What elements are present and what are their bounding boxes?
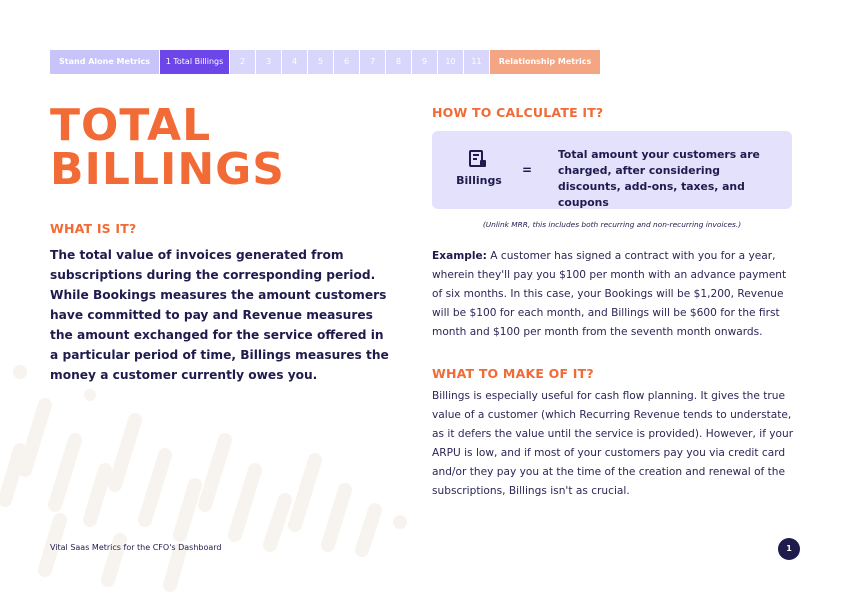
what-to-make-of-it-heading: WHAT TO MAKE OF IT? xyxy=(432,366,594,381)
page-title-line-2: BILLINGS xyxy=(50,144,285,195)
tab-stand-alone-metrics[interactable]: Stand Alone Metrics xyxy=(50,50,160,74)
page-number-badge: 1 xyxy=(778,538,800,560)
footer-text: Vital Saas Metrics for the CFO's Dashboard xyxy=(50,543,222,552)
formula-equals: = xyxy=(522,163,533,177)
how-to-calculate-heading: HOW TO CALCULATE IT? xyxy=(432,105,604,120)
tab-total-billings[interactable]: 1 Total Billings xyxy=(160,50,230,74)
tab-relationship-metrics[interactable]: Relationship Metrics xyxy=(490,50,600,74)
example-paragraph xyxy=(432,247,794,342)
tab-page-10[interactable]: 10 xyxy=(438,50,464,74)
tab-page-4[interactable]: 4 xyxy=(282,50,308,74)
tab-page-2[interactable]: 2 xyxy=(230,50,256,74)
tab-page-6[interactable]: 6 xyxy=(334,50,360,74)
tab-page-11[interactable]: 11 xyxy=(464,50,490,74)
metrics-nav xyxy=(50,50,600,74)
invoice-icon xyxy=(469,150,487,168)
example-label: Example: xyxy=(432,250,487,262)
formula-note: (Unlink MRR, this includes both recurring and non-recurring invoices.) xyxy=(482,220,742,229)
what-is-it-heading: WHAT IS IT? xyxy=(50,221,137,236)
formula-box xyxy=(432,131,792,209)
what-is-it-body: The total value of invoices generated from subscriptions during the corresponding period. While Bookings measures the amount customers have committed to pay and Revenue measures the amount exchanged for the service offered in a particular period of time, Billings measures the money a customer currently owes you. xyxy=(50,248,389,382)
tab-page-5[interactable]: 5 xyxy=(308,50,334,74)
what-to-make-of-it-body: Billings is especially useful for cash flow planning. It gives the true value of a customer (which Recurring Revenue tends to understate, as it defers the value until the service is provided). However, if your ARPU is low, and if most of your customers pay you via credit card and/or they pay you at the time of the creation and renewal of the subscriptions, Billings isn't as crucial. xyxy=(432,390,794,497)
page-title xyxy=(50,100,285,195)
formula-term: Billings xyxy=(456,174,502,187)
page-title-line-1: TOTAL xyxy=(50,100,212,151)
formula-definition: Total amount your customers are charged, after considering discounts, add-ons, taxes, and coupons xyxy=(558,148,760,209)
tab-page-8[interactable]: 8 xyxy=(386,50,412,74)
tab-page-3[interactable]: 3 xyxy=(256,50,282,74)
example-text: A customer has signed a contract with you for a year, wherein they'll pay you $100 per month with an advance payment of six months. In this case, your Bookings will be $1,200, Revenue will be $100 for each month, and Billings will be $600 for the first month and $100 per month from the seventh month onwards. xyxy=(432,250,787,338)
tab-page-9[interactable]: 9 xyxy=(412,50,438,74)
tab-page-7[interactable]: 7 xyxy=(360,50,386,74)
